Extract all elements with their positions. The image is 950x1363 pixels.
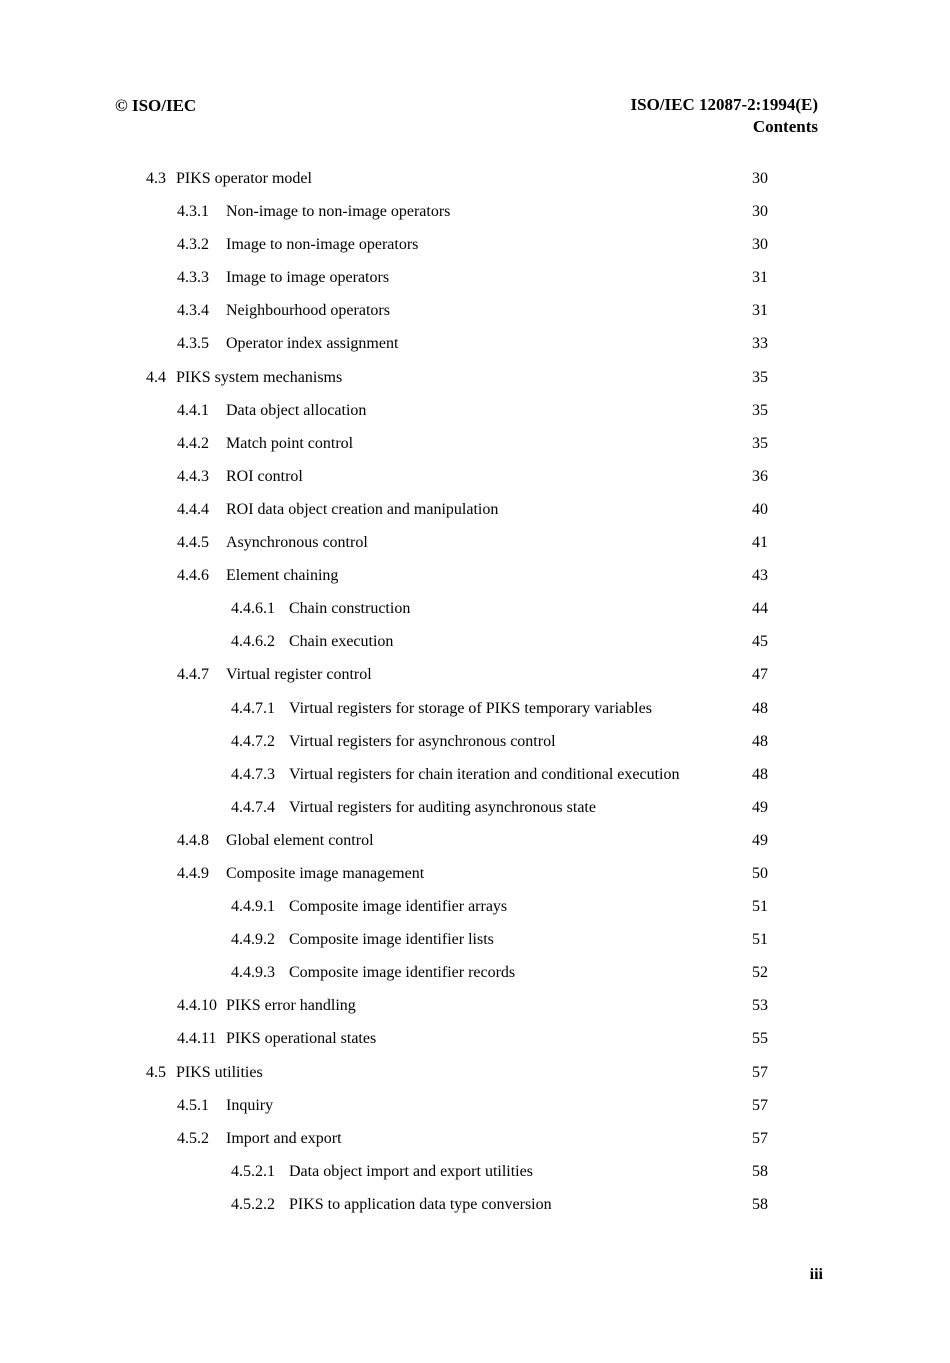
toc-entry-page: 48 <box>752 699 768 717</box>
toc-entry-page: 31 <box>752 302 768 320</box>
toc-entry-title: Composite image identifier arrays <box>289 898 508 916</box>
toc-entry-title: Element chaining <box>226 567 339 585</box>
toc-entry <box>0 464 950 497</box>
toc-entry-page: 30 <box>752 170 768 187</box>
toc-entry-page: 35 <box>752 401 768 419</box>
toc-entry <box>0 729 950 762</box>
section-title: Contents <box>752 117 818 136</box>
toc-entry-page: 57 <box>752 1129 768 1147</box>
toc-entry-title: Image to image operators <box>226 269 390 287</box>
toc-entry-page: 30 <box>752 236 768 254</box>
toc-entry-title: PIKS operator model <box>176 170 312 187</box>
standard-number: ISO/IEC 12087-2:1994(E) <box>630 95 818 114</box>
toc-entry-number: 4.3 <box>146 170 166 187</box>
toc-entry-title: Chain execution <box>289 633 394 651</box>
toc-entry-title: Composite image management <box>226 864 425 882</box>
toc-entry-title: Image to non-image operators <box>226 236 419 254</box>
toc-entry-number: 4.5.2.1 <box>231 1162 275 1180</box>
header-right <box>631 94 818 138</box>
toc-entry-number: 4.4.7.2 <box>231 732 275 750</box>
toc-entry-number: 4.5.1 <box>177 1096 209 1114</box>
toc-entry <box>0 993 950 1026</box>
toc-entry-title: Virtual registers for auditing asynchronous state <box>289 798 596 816</box>
toc-entry <box>0 298 950 331</box>
toc-entry-page: 30 <box>752 203 768 221</box>
toc-entry-title: Import and export <box>226 1129 342 1147</box>
toc-entry-page: 45 <box>752 633 768 651</box>
toc-entry <box>0 762 950 795</box>
toc-entry-page: 55 <box>752 1030 768 1048</box>
table-of-contents <box>0 166 950 1225</box>
toc-entry-title: PIKS operational states <box>226 1030 377 1048</box>
toc-entry <box>0 530 950 563</box>
toc-entry <box>0 232 950 265</box>
toc-entry-title: Non-image to non-image operators <box>226 203 451 221</box>
toc-entry <box>0 497 950 530</box>
toc-entry-number: 4.3.4 <box>177 302 209 320</box>
toc-entry <box>0 1026 950 1059</box>
toc-entry-title: Virtual registers for storage of PIKS temporary variables <box>289 699 652 717</box>
toc-entry <box>0 1192 950 1225</box>
toc-entry <box>0 828 950 861</box>
toc-entry-number: 4.3.1 <box>177 203 209 221</box>
toc-entry-title: Match point control <box>226 434 354 452</box>
toc-entry-page: 47 <box>752 666 768 684</box>
toc-entry-number: 4.4.5 <box>177 534 209 552</box>
toc-entry-page: 36 <box>752 467 768 485</box>
toc-entry-title: Virtual registers for asynchronous control <box>289 732 556 750</box>
toc-entry <box>0 696 950 729</box>
toc-entry <box>0 1060 950 1093</box>
toc-entry-title: Virtual registers for chain iteration and conditional execution <box>289 765 680 783</box>
toc-entry-number: 4.4.2 <box>177 434 209 452</box>
toc-entry-number: 4.4.7.3 <box>231 765 275 783</box>
toc-entry <box>0 199 950 232</box>
toc-entry-title: PIKS utilities <box>176 1063 263 1081</box>
toc-entry <box>0 365 950 398</box>
toc-entry-number: 4.4.9.3 <box>231 964 275 982</box>
toc-entry <box>0 960 950 993</box>
toc-entry-page: 48 <box>752 765 768 783</box>
toc-entry-number: 4.4.4 <box>177 500 209 518</box>
toc-entry-number: 4.4.7.1 <box>231 699 275 717</box>
toc-entry-page: 31 <box>752 269 768 287</box>
toc-entry-number: 4.5.2 <box>177 1129 209 1147</box>
toc-entry-number: 4.4.6.2 <box>231 633 275 651</box>
toc-entry <box>0 1159 950 1192</box>
toc-entry-title: Chain construction <box>289 600 411 618</box>
toc-entry <box>0 596 950 629</box>
toc-entry <box>0 795 950 828</box>
toc-entry-title: Inquiry <box>226 1096 274 1114</box>
toc-entry-page: 49 <box>752 831 768 849</box>
toc-entry-number: 4.3.2 <box>177 236 209 254</box>
toc-entry-number: 4.3.5 <box>177 335 209 353</box>
toc-entry <box>0 331 950 364</box>
toc-entry-page: 57 <box>752 1063 768 1081</box>
toc-entry-title: Neighbourhood operators <box>226 302 390 320</box>
toc-entry-title: Composite image identifier lists <box>289 931 494 949</box>
toc-entry-page: 43 <box>752 567 768 585</box>
toc-entry-title: PIKS error handling <box>226 997 356 1015</box>
toc-entry-number: 4.4.9 <box>177 864 209 882</box>
toc-entry-number: 4.4.7.4 <box>231 798 275 816</box>
toc-entry-page: 58 <box>752 1195 768 1213</box>
toc-entry-title: Asynchronous control <box>226 534 368 552</box>
toc-entry-page: 49 <box>752 798 768 816</box>
toc-entry-number: 4.4.1 <box>177 401 209 419</box>
toc-entry-page: 51 <box>752 931 768 949</box>
toc-entry-number: 4.3.3 <box>177 269 209 287</box>
toc-entry-title: Data object allocation <box>226 401 367 419</box>
toc-entry-number: 4.4.9.1 <box>231 898 275 916</box>
toc-entry-page: 57 <box>752 1096 768 1114</box>
toc-entry-page: 35 <box>752 434 768 452</box>
toc-entry-title: PIKS system mechanisms <box>176 368 343 386</box>
page-number: iii <box>809 1266 823 1283</box>
toc-entry-page: 40 <box>752 500 768 518</box>
toc-entry <box>0 861 950 894</box>
toc-entry-number: 4.4.8 <box>177 831 209 849</box>
toc-entry <box>0 563 950 596</box>
toc-entry-number: 4.4.6 <box>177 567 209 585</box>
toc-entry-number: 4.4.6.1 <box>231 600 275 618</box>
toc-entry-number: 4.4.7 <box>177 666 209 684</box>
toc-entry-page: 51 <box>752 898 768 916</box>
toc-entry-page: 52 <box>752 964 768 982</box>
toc-entry <box>0 398 950 431</box>
toc-entry <box>0 1126 950 1159</box>
toc-entry <box>0 431 950 464</box>
toc-entry-page: 41 <box>752 534 768 552</box>
toc-entry <box>0 265 950 298</box>
toc-entry <box>0 927 950 960</box>
toc-entry-page: 35 <box>752 368 768 386</box>
toc-entry-title: ROI control <box>226 467 303 485</box>
toc-entry-page: 53 <box>752 997 768 1015</box>
toc-entry-title: Operator index assignment <box>226 335 399 353</box>
toc-entry-number: 4.4.3 <box>177 467 209 485</box>
toc-entry-title: Global element control <box>226 831 374 849</box>
toc-entry <box>0 662 950 695</box>
toc-entry <box>0 894 950 927</box>
toc-entry-number: 4.5 <box>146 1063 166 1081</box>
toc-entry-page: 58 <box>752 1162 768 1180</box>
toc-entry-number: 4.4.10 <box>177 997 217 1015</box>
toc-entry-number: 4.5.2.2 <box>231 1195 275 1213</box>
toc-entry-number: 4.4.9.2 <box>231 931 275 949</box>
toc-entry <box>0 1093 950 1126</box>
toc-entry-page: 50 <box>752 864 768 882</box>
toc-entry <box>0 629 950 662</box>
toc-entry-title: Virtual register control <box>226 666 372 684</box>
toc-entry-title: Data object import and export utilities <box>289 1162 533 1180</box>
toc-entry-number: 4.4.11 <box>177 1030 217 1048</box>
toc-entry-title: Composite image identifier records <box>289 964 516 982</box>
toc-entry-page: 44 <box>752 600 768 618</box>
toc-entry-page: 48 <box>752 732 768 750</box>
toc-entry <box>0 166 950 199</box>
header-copyright: © ISO/IEC <box>115 96 197 115</box>
toc-entry-title: ROI data object creation and manipulation <box>226 500 499 518</box>
toc-entry-number: 4.4 <box>146 368 166 386</box>
toc-entry-title: PIKS to application data type conversion <box>289 1195 552 1213</box>
toc-entry-page: 33 <box>752 335 768 353</box>
